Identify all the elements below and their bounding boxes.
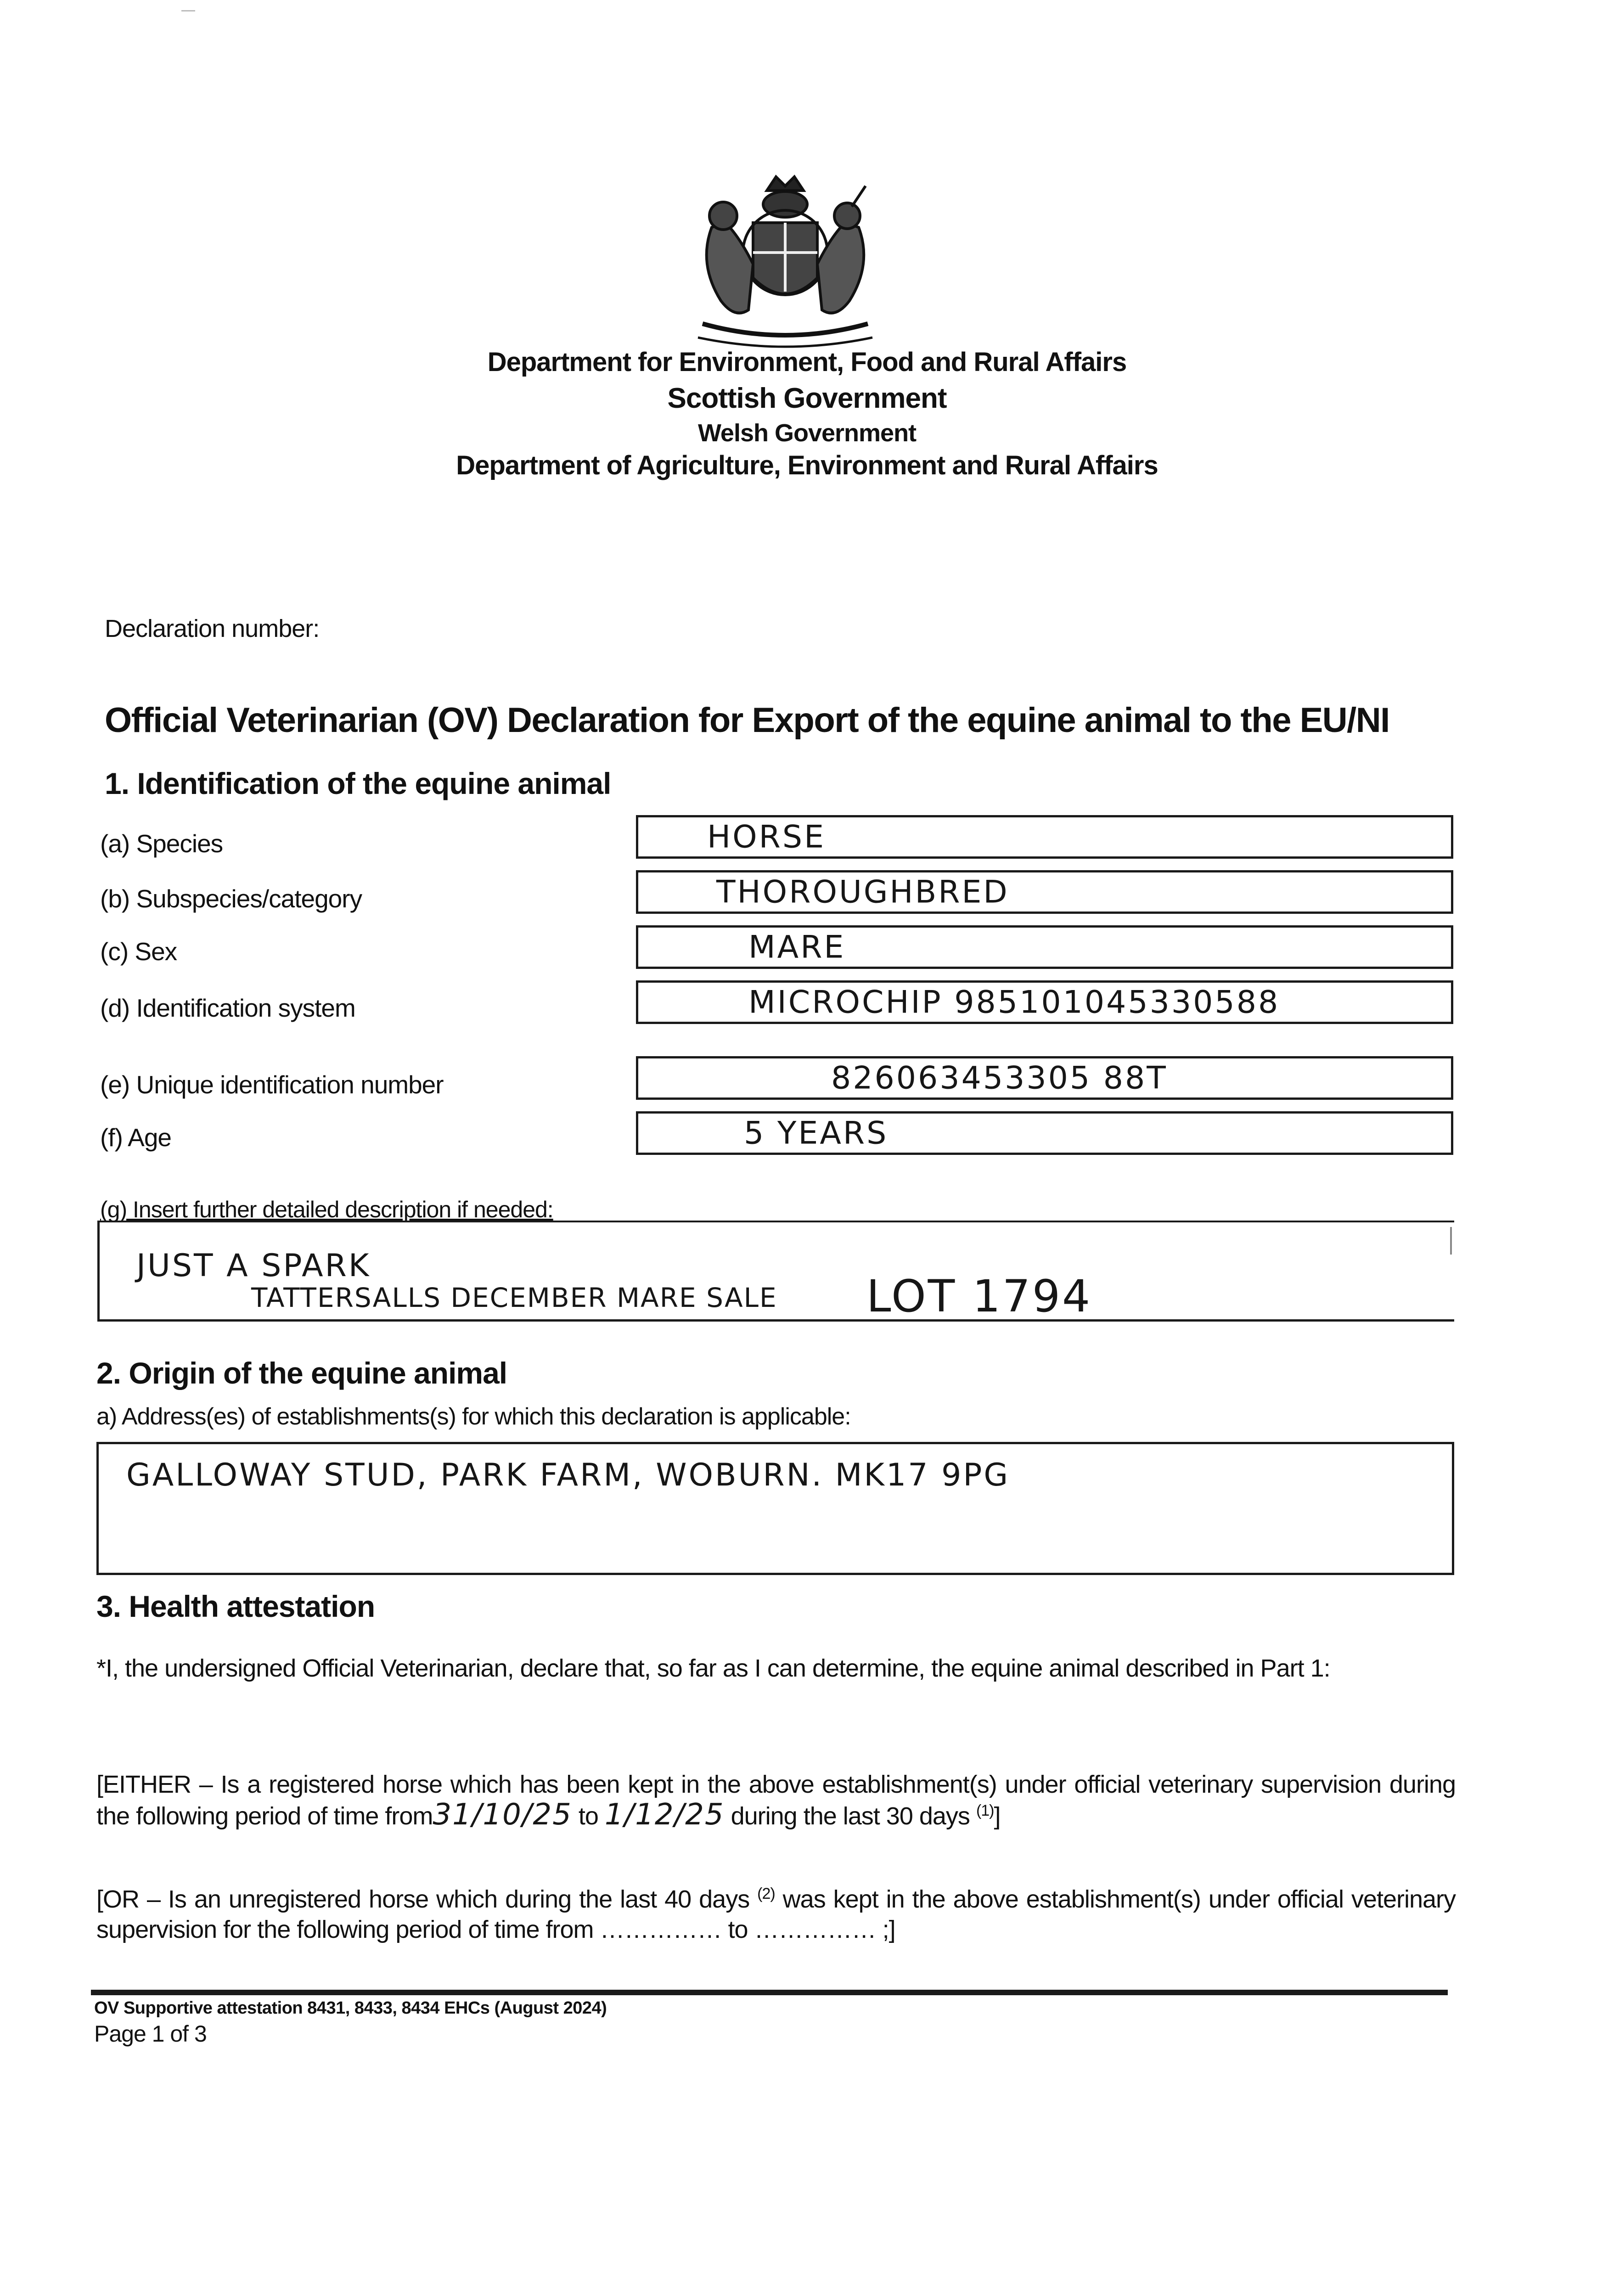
either-text-2: during the last 30 days — [724, 1802, 976, 1830]
dept-daera: Department of Agriculture, Environment and Rural Affairs — [456, 450, 1158, 480]
scan-speck — [181, 10, 195, 11]
declaration-number-label: Declaration number: — [105, 615, 320, 642]
section-1-heading: 1. Identification of the equine animal — [105, 766, 611, 800]
page-number: Page 1 of 3 — [94, 2021, 207, 2047]
description-label: (g) Insert further detailed description if needed: — [100, 1197, 553, 1222]
dept-welsh-government: Welsh Government — [697, 419, 917, 447]
dept-defra: Department for Environment, Food and Rural Affairs — [487, 347, 1127, 377]
section-3-heading: 3. Health attestation — [96, 1589, 375, 1623]
subspecies-value: THOROUGHBRED — [716, 874, 1009, 910]
either-footnote-ref: (1) — [976, 1802, 994, 1819]
or-text-2: was kept in the above establishment(s) under official veterinary supervision for the following period of time from …………… to …………… ;] — [96, 1885, 1456, 1943]
description-line-1: JUST A SPARK — [136, 1248, 371, 1284]
address-value: GALLOWAY STUD, PARK FARM, WOBURN. MK17 9PG — [126, 1457, 1010, 1493]
footer-divider — [91, 1990, 1448, 1995]
footer-reference: OV Supportive attestation 8431, 8433, 8434 EHCs (August 2024) — [94, 1998, 607, 2018]
age-field[interactable] — [636, 1111, 1453, 1155]
section-2-heading: 2. Origin of the equine animal — [96, 1356, 507, 1390]
address-field[interactable] — [96, 1442, 1454, 1575]
unique-id-field[interactable] — [636, 1056, 1453, 1100]
description-lot: LOT 1794 — [866, 1271, 1092, 1322]
species-field[interactable] — [636, 815, 1453, 859]
either-close: ] — [994, 1802, 1001, 1830]
document-title: Official Veterinarian (OV) Declaration for Export of the equine animal to the EU/NI — [105, 701, 1389, 740]
either-text-1: [EITHER – Is a registered horse which has been kept in the above establishment(s) under official veterinary supervision during the following period of time from — [96, 1771, 1456, 1830]
identification-system-value: MICROCHIP 985101045330588 — [748, 984, 1280, 1020]
identification-system-field[interactable] — [636, 980, 1453, 1024]
description-box-edge — [1450, 1227, 1452, 1255]
either-from-date: 31/10/25 — [433, 1798, 572, 1832]
age-value: 5 YEARS — [744, 1115, 889, 1151]
unique-id-value: 826063453305 88T — [831, 1060, 1168, 1096]
royal-coat-of-arms-icon — [684, 172, 886, 356]
dept-scottish-government: Scottish Government — [667, 383, 947, 414]
or-clause — [96, 1884, 1456, 1945]
unique-id-label: (e) Unique identification number — [100, 1070, 444, 1099]
age-label: (f) Age — [100, 1123, 172, 1152]
identification-system-label: (d) Identification system — [100, 994, 355, 1022]
either-to-word: to — [572, 1802, 605, 1830]
sex-field[interactable] — [636, 925, 1453, 969]
sex-label: (c) Sex — [100, 937, 177, 966]
subspecies-label: (b) Subspecies/category — [100, 884, 362, 913]
either-to-date: 1/12/25 — [604, 1798, 725, 1832]
description-field[interactable] — [97, 1221, 1454, 1322]
sex-value: MARE — [748, 929, 846, 965]
or-text-1: [OR – Is an unregistered horse which during the last 40 days — [96, 1885, 758, 1913]
subspecies-field[interactable] — [636, 870, 1453, 914]
either-clause — [96, 1769, 1456, 1831]
description-line-2: TATTERSALLS DECEMBER MARE SALE — [251, 1282, 777, 1313]
species-value: HORSE — [707, 819, 826, 855]
address-label: a) Address(es) of establishments(s) for which this declaration is applicable: — [96, 1403, 851, 1430]
undersigned-statement: *I, the undersigned Official Veterinarian, declare that, so far as I can determine, the equine animal described in Part 1: — [96, 1654, 1330, 1682]
species-label: (a) Species — [100, 829, 223, 858]
or-footnote-ref: (2) — [757, 1885, 775, 1902]
